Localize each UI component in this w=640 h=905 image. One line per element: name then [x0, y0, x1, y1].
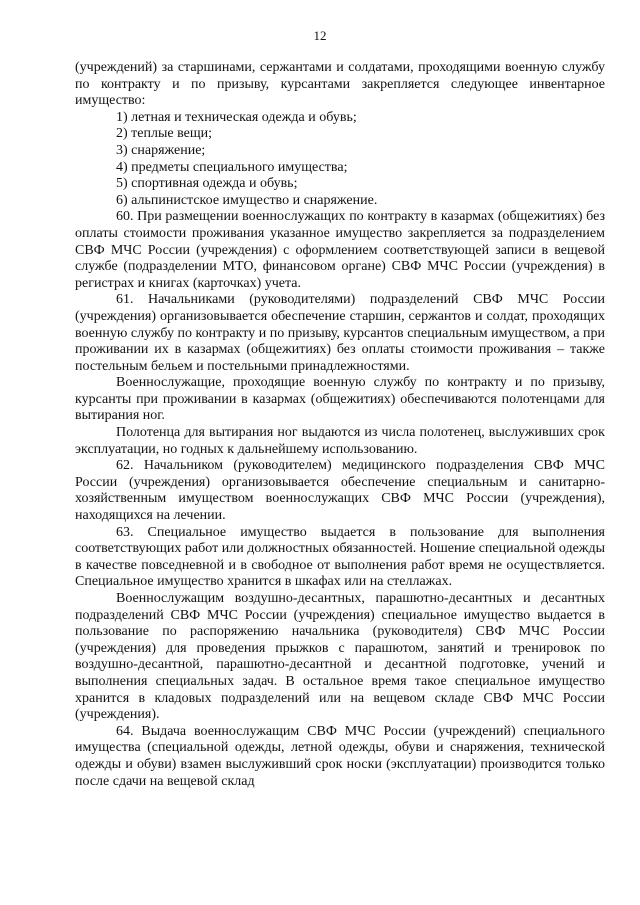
paragraph-61-towels: Военнослужащие, проходящие военную службу по контракту и по призыву, курсанты при проживании в казармах (общежитиях) обеспечиваются полотенцами для вытирания ног. — [75, 375, 605, 424]
inventory-list — [75, 110, 605, 210]
paragraph-60: 60. При размещении военнослужащих по контракту в казармах (общежитиях) без оплаты стоимости проживания указанное имущество закрепляется за подразделением СВФ МЧС России (учреждения) с оформлением соответствующей записи в вещевой службе (подразделении МТО, финансовом органе) СВФ МЧС России (учреждения) в регистрах и книгах (карточках) учета. — [75, 209, 605, 291]
paragraph-62: 62. Начальником (руководителем) медицинского подразделения СВФ МЧС России (учреждения) организовывается обеспечение специальным и санитарно-хозяйственным имуществом военнослужащих СВФ МЧС России (учреждения), находящихся на лечении. — [75, 458, 605, 524]
page-body — [75, 60, 605, 790]
list-item: 3) снаряжение; — [116, 142, 206, 158]
list-item: 6) альпинистское имущество и снаряжение. — [116, 192, 378, 208]
page-number: 12 — [313, 28, 327, 43]
list-item: 5) спортивная одежда и обувь; — [116, 176, 298, 192]
paragraph-63-airborne: Военнослужащим воздушно-десантных, парашютно-десантных и десантных подразделений СВФ МЧС России (учреждения) специальное имущество выдается в пользование по распоряжению начальника (руководителя) СВФ МЧС России (учреждения) для проведения прыжков с парашютом, занятий и тренировок по воздушно-десантной, парашютно-десантной и десантной подготовке, учений и выполнения специальных задач. В остальное время такое специальное имущество хранится в кладовых подразделений или на вещевом складе СВФ МЧС России (учреждения). — [75, 591, 605, 723]
paragraph-61-towels-issue: Полотенца для вытирания ног выдаются из числа полотенец, выслуживших срок эксплуатации, но годных к дальнейшему использованию. — [75, 425, 605, 457]
list-item: 4) предметы специального имущества; — [116, 159, 348, 175]
paragraph-63: 63. Специальное имущество выдается в пользование для выполнения соответствующих работ или должностных обязанностей. Ношение специальной одежды в качестве повседневной и в свободное от выполнения работ время не осуществляется. Специальное имущество хранится в шкафах или на стеллажах. — [75, 524, 605, 590]
paragraph-64: 64. Выдача военнослужащим СВФ МЧС России (учреждений) специального имущества (специальной одежды, летной одежды, обуви и снаряжения, технической одежды и обуви) взамен выслуживший срок носки (эксплуатации) производится только после сдачи на вещевой склад — [75, 723, 605, 789]
list-item: 2) теплые вещи; — [116, 126, 212, 142]
intro-paragraph: (учреждений) за старшинами, сержантами и солдатами, проходящими военную службу по контракту и по призыву, курсантами закрепляется следующее инвентарное имущество: — [75, 60, 605, 109]
list-item: 1) летная и техническая одежда и обувь; — [116, 109, 357, 125]
paragraph-61: 61. Начальниками (руководителями) подразделений СВФ МЧС России (учреждения) организовывается обеспечение старшин, сержантов и солдат, проходящих военную службу по контракту и по призыву, курсантов специальным имуществом, а при проживании их в казармах (общежитиях) без оплаты стоимости проживания – также постельным бельем и постельными принадлежностями. — [75, 292, 605, 374]
